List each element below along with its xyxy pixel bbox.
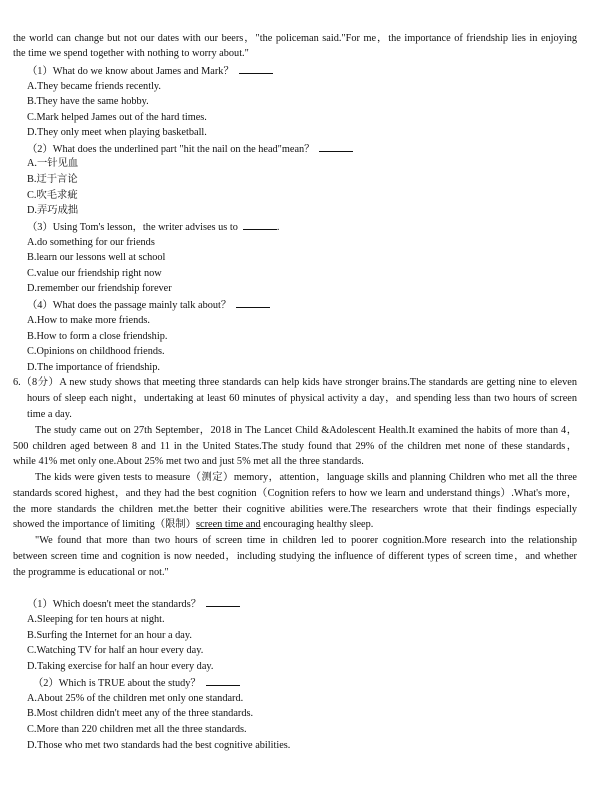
passage5-line: the time we spend together with nothing to worry about." (13, 48, 249, 59)
option: D.Taking exercise for half an hour every day. (27, 661, 214, 672)
passage6-line: "We found that more than two hours of screen time in children led to poorer cognition.More research into the relationship (35, 535, 577, 546)
passage6-line: The study came out on 27th September，2018 in The Lancet Child &Adolescent Health.It examined the habits of more than 4， (35, 425, 577, 436)
option: A.do something for our friends (27, 237, 155, 248)
passage6-line: between screen time and cognition is now needed，including studying the influence of different types of screen time，and whether (13, 551, 577, 562)
option: D.The importance of friendship. (27, 362, 160, 373)
option: C.More than 220 children met all the three standards. (27, 724, 247, 735)
question-stem: （4）What does the passage mainly talk about？ (27, 298, 270, 313)
underlined-phrase: screen time and (196, 519, 261, 530)
option: B.They have the same hobby. (27, 96, 149, 107)
question-stem: （3）Using Tom's lesson，the writer advises us to . (27, 222, 280, 233)
passage6-line: standards scored highest，and they had the best cognition（Cognition refers to how we learn and understand things）.What's more， (13, 488, 577, 499)
answer-blank[interactable] (239, 64, 273, 74)
passage5-line: the world can change but not our dates with our beers，"the policeman said."For me，the importance of friendship lies in enjoying (13, 33, 577, 44)
question-stem: （1）What do we know about James and Mark？ (27, 64, 273, 79)
option: C.Watching TV for half an hour every day. (27, 645, 204, 656)
option: D.弄巧成拙 (27, 205, 79, 216)
option: B.Surfing the Internet for an hour a day. (27, 630, 192, 641)
passage6-line: time a day. (27, 409, 72, 420)
passage6-line: while 41% met only one.About 25% met two and just 5% met all the three standards. (13, 456, 364, 467)
option: B.How to form a close friendship. (27, 331, 168, 342)
option: A.They became friends recently. (27, 81, 161, 92)
passage6-line: the more standards the children met.the better their cognitive abilities were.The researchers wrote that their findings especially (13, 504, 577, 515)
option: C.吹毛求疵 (27, 190, 78, 201)
answer-blank[interactable] (206, 597, 240, 607)
option: C.value our friendship right now (27, 268, 162, 279)
answer-blank[interactable] (243, 220, 277, 230)
answer-blank[interactable] (206, 676, 240, 686)
passage6-line: The kids were given tests to measure（测定）memory，attention，language skills and planning Children who met all the three (35, 472, 577, 483)
option: C.Mark helped James out of the hard times. (27, 112, 207, 123)
option: A.Sleeping for ten hours at night. (27, 614, 165, 625)
option: A.一针见血 (27, 158, 79, 169)
passage6-line: 6.（8分）A new study shows that meeting three standards can help kids have stronger brains.The standards are getting nine to eleven (13, 377, 577, 388)
answer-blank[interactable] (319, 142, 353, 152)
option: B.Most children didn't meet any of the three standards. (27, 708, 254, 719)
option: D.remember our friendship forever (27, 283, 172, 294)
option: C.Opinions on childhood friends. (27, 346, 165, 357)
passage6-line: 500 children aged between 8 and 11 in the United States.The study found that 29% of the children met none of these standards， (13, 441, 577, 452)
passage6-line: hours of sleep each night，undertaking at least 60 minutes of physical activity a day，and spending less than two hours of screen (27, 393, 577, 404)
option: B.迂于言论 (27, 174, 78, 185)
passage6-line: showed the importance of limiting（限制）screen time and encouraging healthy sleep. (13, 519, 374, 530)
option: A.About 25% of the children met only one standard. (27, 693, 244, 704)
option: D.Those who met two standards had the best cognitive abilities. (27, 740, 291, 751)
question-stem: （2）Which is TRUE about the study？ (33, 676, 240, 691)
question-stem: （2）What does the underlined part "hit the nail on the head"mean？ (27, 142, 353, 157)
question-stem: （1）Which doesn't meet the standards？ (27, 597, 240, 612)
option: A.How to make more friends. (27, 315, 150, 326)
option: B.learn our lessons well at school (27, 252, 166, 263)
option: D.They only meet when playing basketball. (27, 127, 207, 138)
answer-blank[interactable] (236, 298, 270, 308)
passage6-line: the programme is educational or not." (13, 567, 169, 578)
